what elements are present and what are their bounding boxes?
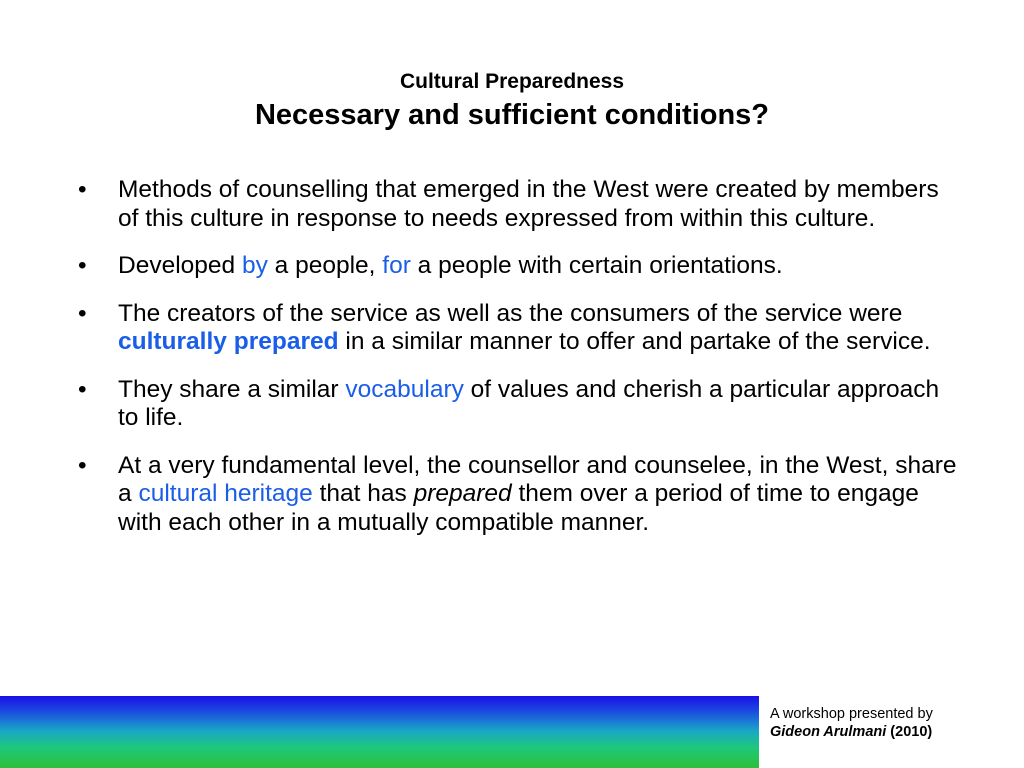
highlight-for: for: [382, 252, 411, 279]
bullet-item-2: [78, 252, 958, 281]
bullet-text: a people,: [267, 252, 383, 279]
bullet-symbol: •: [78, 299, 87, 327]
bullet-text: a people with certain orientations.: [410, 252, 783, 279]
footer-gradient-bar: [0, 696, 759, 768]
bullet-item-4: [78, 376, 958, 433]
bullet-item-3: [78, 300, 958, 357]
bullet-symbol: •: [78, 451, 87, 479]
author-name: Gideon Arulmani: [770, 724, 887, 740]
bullet-symbol: •: [78, 375, 87, 403]
slide-title: [0, 66, 1024, 132]
credit-line-1: A workshop presented by: [770, 706, 933, 722]
title-line-2: Necessary and sufficient conditions?: [254, 99, 770, 131]
bullet-text: The creators of the service as well as the consumers of the service were: [118, 299, 903, 327]
highlight-cultural-heritage: cultural heritage: [138, 480, 313, 507]
bullet-text: them over a period of time to engage with each other in a mutually compatible manner.: [118, 480, 919, 536]
bullet-text: in a similar manner to offer and partake of the service.: [338, 328, 931, 355]
bullet-item-1: [78, 176, 958, 233]
highlight-vocabulary: vocabulary: [345, 375, 464, 403]
bullet-item-5: [78, 452, 958, 538]
bullet-text: They share a similar: [118, 375, 346, 403]
bullet-text: At a very fundamental level, the counsellor and counselee, in the West, share a: [118, 451, 957, 507]
bullet-symbol: •: [78, 176, 87, 203]
bullet-text: Methods of counselling that emerged in the West were created by members of this culture in response to needs expressed from within this culture.: [118, 176, 939, 232]
title-line-1: Cultural Preparedness: [399, 70, 625, 93]
bullet-text: that has: [312, 480, 414, 507]
bullet-text: of values and cherish a particular approach to life.: [118, 375, 940, 431]
bullet-text: Developed: [118, 252, 242, 279]
credit-author: [770, 723, 933, 741]
italic-prepared: prepared: [413, 480, 512, 507]
bullet-symbol: •: [78, 252, 87, 279]
footer-credit: [770, 705, 933, 741]
author-year: (2010): [886, 724, 933, 740]
highlight-culturally-prepared: culturally prepared: [118, 328, 339, 355]
bullet-list: [78, 176, 958, 556]
highlight-by: by: [241, 252, 268, 279]
